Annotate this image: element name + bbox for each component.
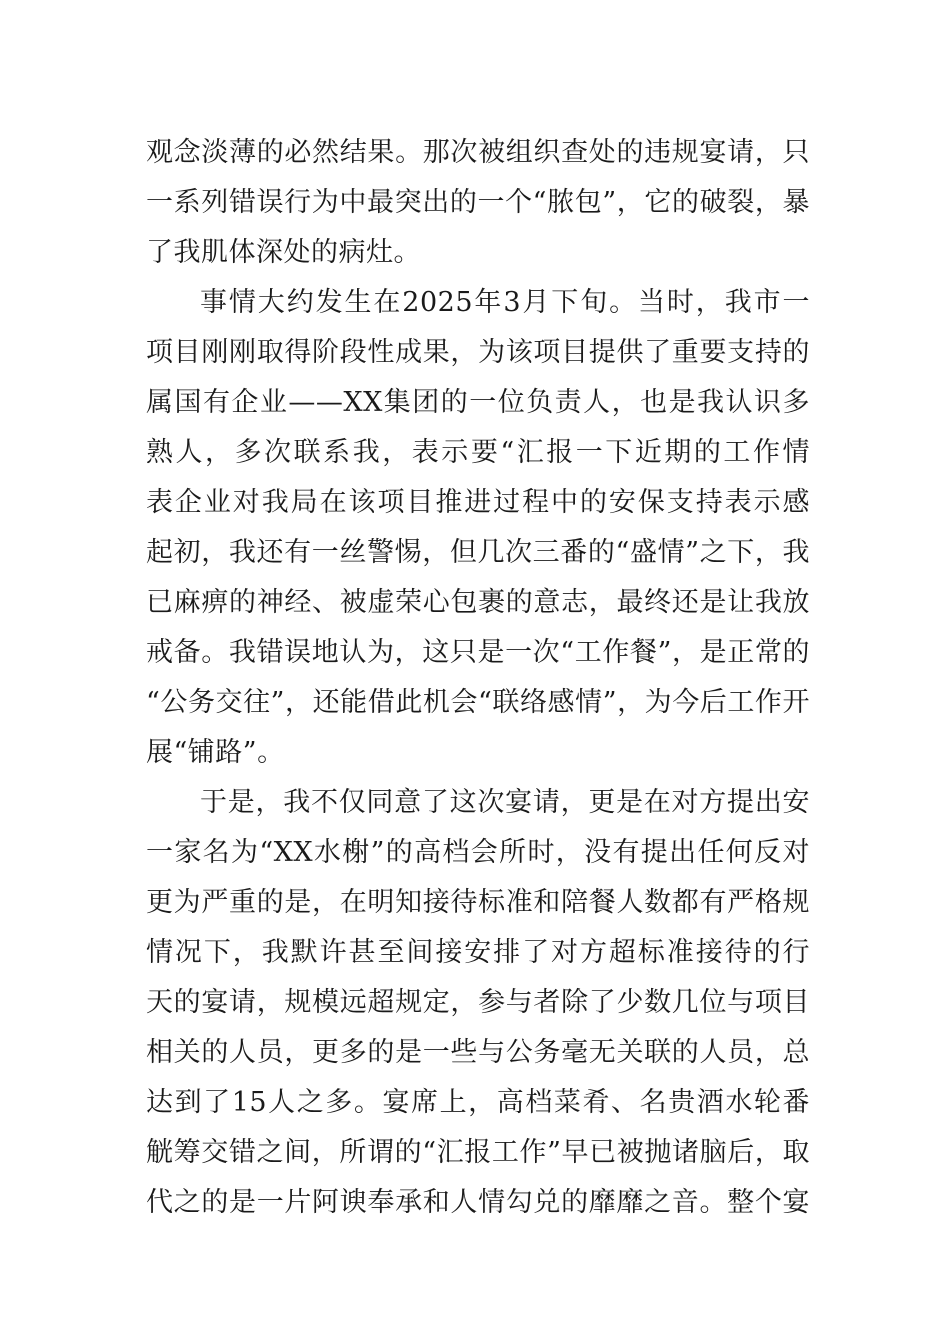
text-line: 情况下，我默许甚至间接安排了对方超标准接待的行 xyxy=(146,937,810,968)
text-line: 起初，我还有一丝警惕，但几次三番的“盛情”之下，我 xyxy=(146,537,810,568)
text-line: “公务交往”，还能借此机会“联络感情”，为今后工作开 xyxy=(146,687,810,718)
text-line: 达到了15人之多。宴席上，高档菜肴、名贵酒水轮番 xyxy=(146,1087,810,1118)
text-line: 相关的人员，更多的是一些与公务毫无关联的人员，总 xyxy=(146,1037,810,1068)
text-line: 项目刚刚取得阶段性成果，为该项目提供了重要支持的 xyxy=(146,337,810,368)
text-line: 属国有企业——XX集团的一位负责人，也是我认识多 xyxy=(146,387,810,418)
text-line: 已麻痹的神经、被虚荣心包裹的意志，最终还是让我放 xyxy=(146,587,810,618)
paragraph-first-line: 事情大约发生在2025年3月下旬。当时，我市一 xyxy=(200,287,810,318)
text-line: 戒备。我错误地认为，这只是一次“工作餐”，是正常的 xyxy=(146,637,810,668)
text-line: 展“铺路”。 xyxy=(146,737,285,768)
text-line: 观念淡薄的必然结果。那次被组织查处的违规宴请，只 xyxy=(146,137,810,168)
text-line: 更为严重的是，在明知接待标准和陪餐人数都有严格规 xyxy=(146,887,810,918)
text-line: 天的宴请，规模远超规定，参与者除了少数几位与项目 xyxy=(146,987,810,1018)
text-line: 表企业对我局在该项目推进过程中的安保支持表示感 xyxy=(146,487,810,518)
text-line: 一系列错误行为中最突出的一个“脓包”，它的破裂，暴 xyxy=(146,187,810,218)
text-line: 觥筹交错之间，所谓的“汇报工作”早已被抛诸脑后，取 xyxy=(146,1137,810,1168)
paragraph-first-line: 于是，我不仅同意了这次宴请，更是在对方提出安 xyxy=(200,787,810,818)
text-line: 熟人，多次联系我，表示要“汇报一下近期的工作情 xyxy=(146,437,810,468)
body-text xyxy=(146,128,810,1228)
text-line: 代之的是一片阿谀奉承和人情勾兑的靡靡之音。整个宴 xyxy=(146,1187,810,1218)
text-line: 了我肌体深处的病灶。 xyxy=(146,237,421,268)
text-line: 一家名为“XX水榭”的高档会所时，没有提出任何反对 xyxy=(146,837,810,868)
